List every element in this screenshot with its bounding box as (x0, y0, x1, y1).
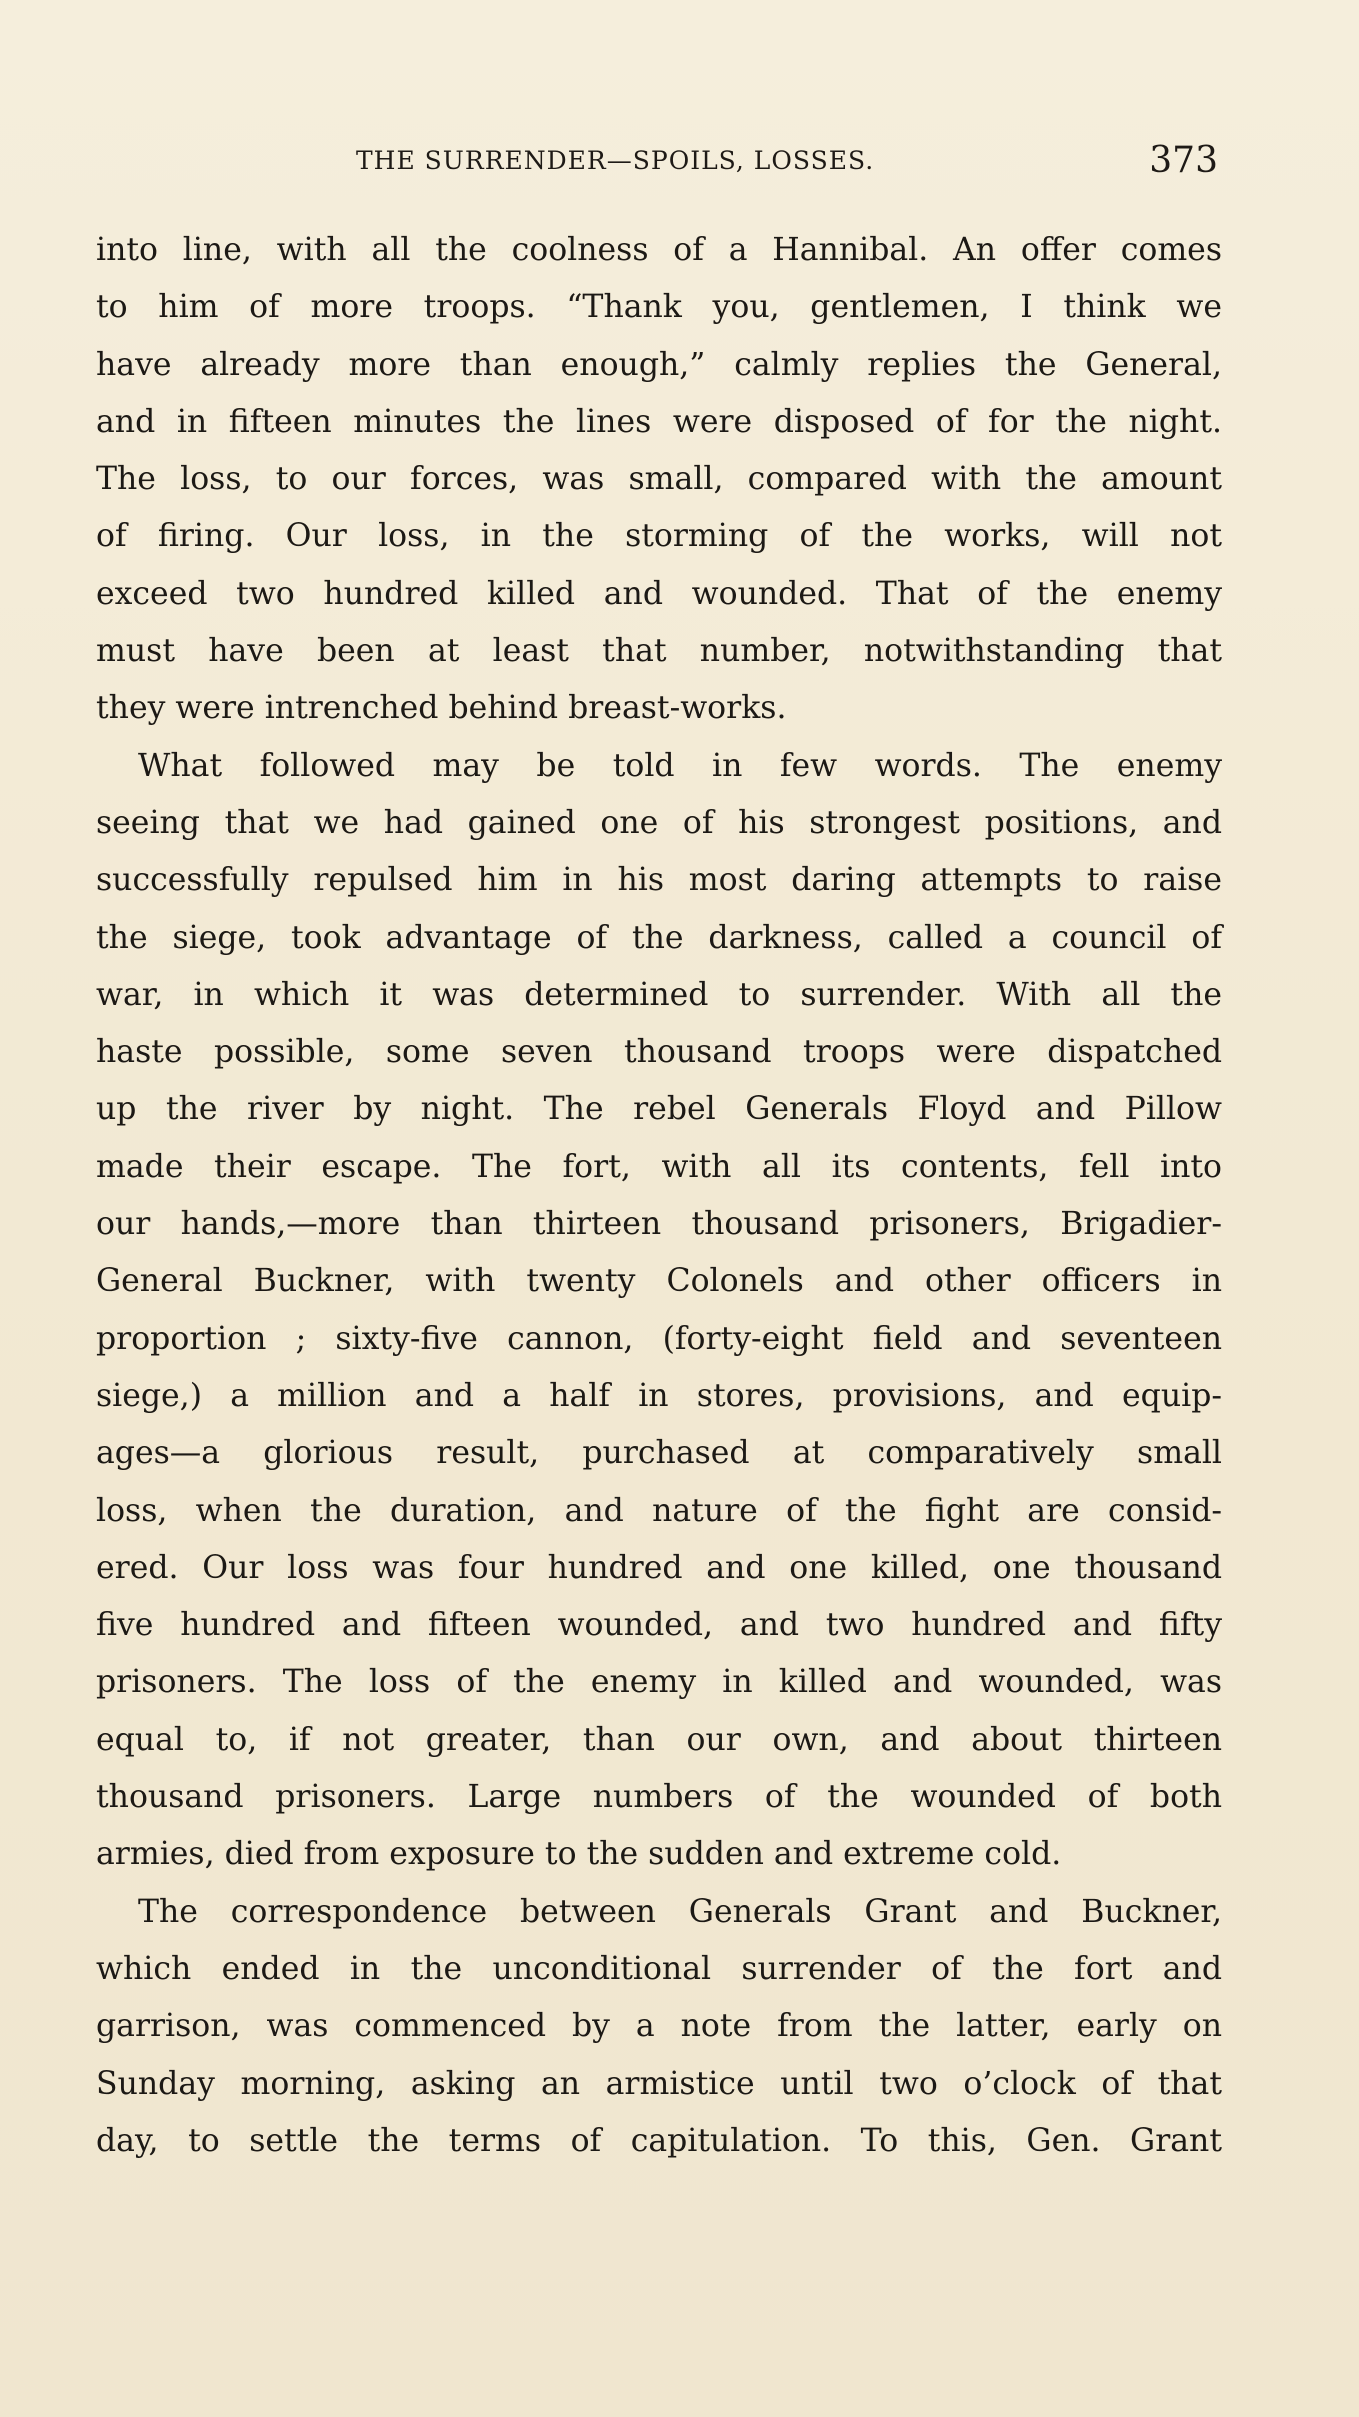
text-line: siege,) a million and a half in stores, provisions, and equip- (96, 1377, 1222, 1414)
text-line: proportion ; sixty-five cannon, (forty-eight field and seventeen (96, 1320, 1222, 1357)
text-line: have already more than enough,” calmly replies the General, (96, 346, 1222, 383)
text-line: armies, died from exposure to the sudden and extreme cold. (96, 1836, 1062, 1873)
running-head-title: THE SURRENDER—SPOILS, LOSSES. (356, 146, 875, 175)
text-line: to him of more troops. “Thank you, gentlemen, I think we (96, 289, 1222, 326)
text-line: equal to, if not greater, than our own, and about thirteen (96, 1721, 1222, 1758)
text-line: day, to settle the terms of capitulation. To this, Gen. Grant (96, 2122, 1222, 2159)
body-text (96, 222, 1222, 2170)
text-line: The correspondence between Generals Grant and Buckner, (138, 1893, 1222, 1930)
text-line: General Buckner, with twenty Colonels and other officers in (96, 1263, 1222, 1300)
text-line: must have been at least that number, notwithstanding that (96, 633, 1222, 670)
text-line: exceed two hundred killed and wounded. That of the enemy (96, 575, 1222, 612)
text-line: made their escape. The fort, with all its contents, fell into (96, 1148, 1222, 1185)
text-line: seeing that we had gained one of his strongest positions, and (96, 804, 1222, 841)
text-line: up the river by night. The rebel Generals Floyd and Pillow (96, 1091, 1222, 1128)
running-head (96, 140, 1218, 186)
text-line: they were intrenched behind breast-works. (96, 690, 787, 727)
text-line: which ended in the unconditional surrender of the fort and (96, 1950, 1222, 1987)
text-line: garrison, was commenced by a note from the latter, early on (96, 2008, 1222, 2045)
text-line: loss, when the duration, and nature of the fight are consid- (96, 1492, 1222, 1529)
text-line: war, in which it was determined to surrender. With all the (96, 976, 1222, 1013)
text-line: thousand prisoners. Large numbers of the wounded of both (96, 1779, 1222, 1816)
text-line: the siege, took advantage of the darkness, called a council of (96, 919, 1222, 956)
text-line: haste possible, some seven thousand troops were dispatched (96, 1034, 1222, 1071)
text-line: successfully repulsed him in his most daring attempts to raise (96, 862, 1222, 899)
text-line: five hundred and fifteen wounded, and two hundred and fifty (96, 1607, 1222, 1644)
text-line: ages—a glorious result, purchased at comparatively small (96, 1435, 1222, 1472)
text-line: our hands,—more than thirteen thousand prisoners, Brigadier- (96, 1206, 1222, 1243)
text-line: and in fifteen minutes the lines were disposed of for the night. (96, 403, 1222, 440)
text-line: prisoners. The loss of the enemy in killed and wounded, was (96, 1664, 1222, 1701)
text-line: of firing. Our loss, in the storming of the works, will not (96, 518, 1222, 555)
text-line: ered. Our loss was four hundred and one killed, one thousand (96, 1549, 1222, 1586)
text-line: Sunday morning, asking an armistice until two o’clock of that (96, 2065, 1222, 2102)
text-line: into line, with all the coolness of a Hannibal. An offer comes (96, 232, 1222, 268)
page-number: 373 (1149, 140, 1218, 181)
text-line: The loss, to our forces, was small, compared with the amount (96, 461, 1222, 498)
text-line: What followed may be told in few words. The enemy (138, 747, 1222, 784)
